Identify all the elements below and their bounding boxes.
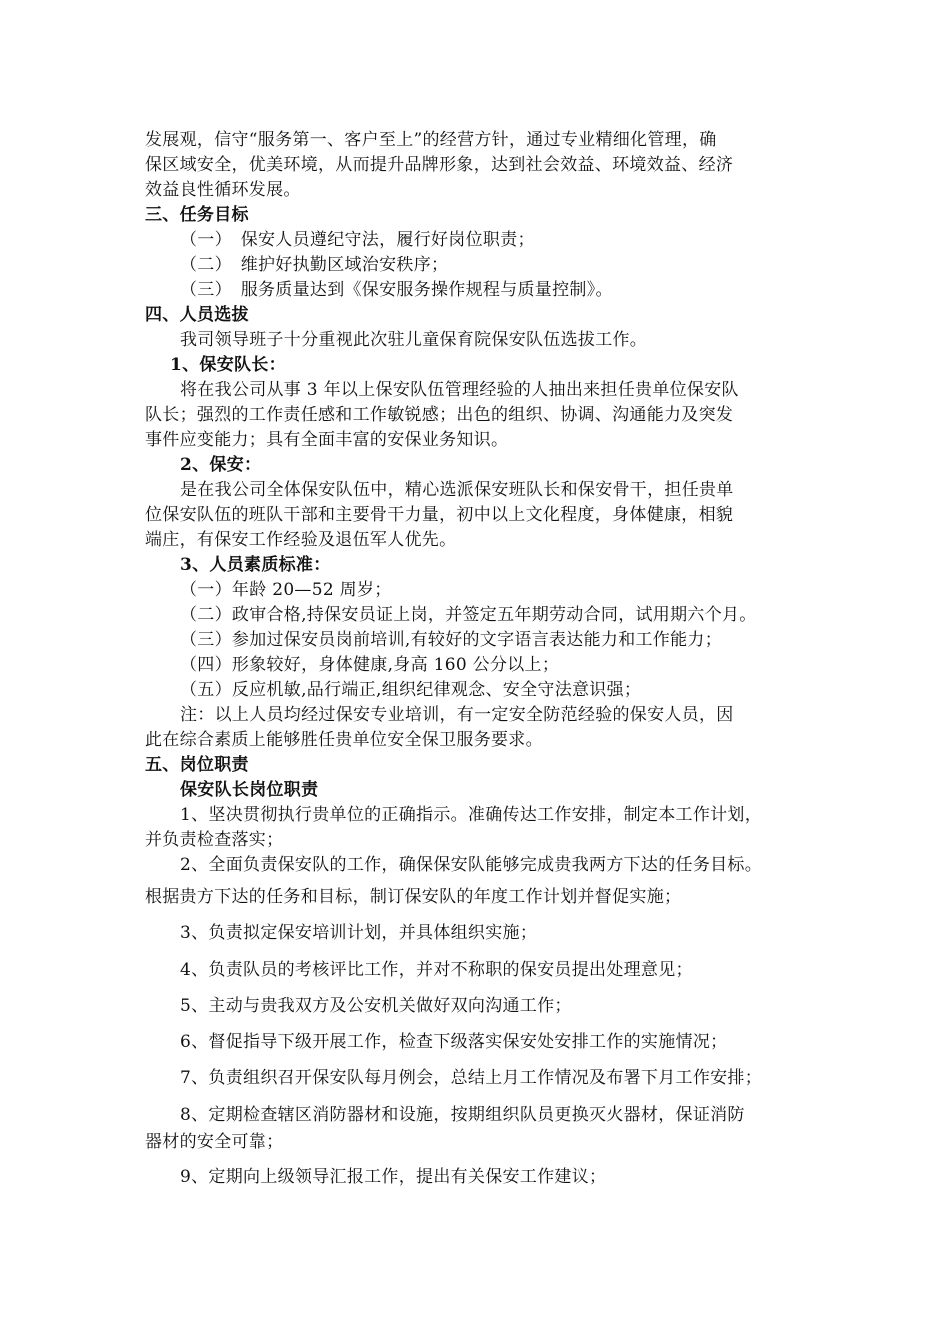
list-item: （四）形象较好，身体健康,身高 160 公分以上； [180, 655, 560, 675]
section-heading: 三、任务目标 [145, 205, 249, 225]
list-item: （三）参加过保安员岗前培训,有较好的文字语言表达能力和工作能力； [180, 630, 723, 650]
duty-item: 3、负责拟定保安培训计划，并具体组织实施； [180, 923, 538, 943]
list-item: （一） 保安人员遵纪守法，履行好岗位职责； [180, 230, 535, 250]
list-item: （一）年龄 20—52 周岁； [180, 580, 392, 600]
list-item: （三） 服务质量达到《保安服务操作规程与质量控制》。 [180, 280, 613, 300]
body-text-line: 我司领导班子十分重视此次驻儿童保育院保安队伍选拔工作。 [180, 330, 648, 350]
note-text-line: 注：以上人员均经过保安专业培训，有一定安全防范经验的保安人员，因 [180, 705, 734, 725]
body-text-line: 端庄，有保安工作经验及退伍军人优先。 [145, 530, 457, 550]
duty-item: 并负责检查落实； [145, 830, 284, 850]
duty-item: 4、负责队员的考核评比工作，并对不称职的保安员提出处理意见； [180, 960, 693, 980]
list-item: （二） 维护好执勤区域治安秩序； [180, 255, 449, 275]
list-item: （五）反应机敏,品行端正,组织纪律观念、安全守法意识强； [180, 680, 642, 700]
body-text-line: 队长；强烈的工作责任感和工作敏锐感；出色的组织、协调、沟通能力及突发 [145, 405, 734, 425]
duty-item: 6、督促指导下级开展工作，检查下级落实保安处安排工作的实施情况； [180, 1032, 728, 1052]
duty-item: 9、定期向上级领导汇报工作，提出有关保安工作建议； [180, 1167, 607, 1187]
section-heading: 五、岗位职责 [145, 755, 249, 775]
duty-item: 1、坚决贯彻执行贵单位的正确指示。准确传达工作安排，制定本工作计划， [180, 805, 763, 825]
list-item: （二）政审合格,持保安员证上岗，并签定五年期劳动合同，试用期六个月。 [180, 605, 757, 625]
duty-item: 2、全面负责保安队的工作，确保保安队能够完成贵我两方下达的任务目标。 [180, 855, 763, 875]
duty-item: 器材的安全可靠； [145, 1132, 284, 1152]
sub-heading: 3、人员素质标准： [180, 555, 331, 575]
sub-heading: 1、保安队长： [170, 355, 286, 375]
sub-heading: 2、保安： [180, 455, 262, 475]
body-text-line: 保区域安全，优美环境，从而提升品牌形象，达到社会效益、环境效益、经济 [145, 155, 734, 175]
body-text-line: 位保安队伍的班队干部和主要骨干力量，初中以上文化程度，身体健康，相貌 [145, 505, 734, 525]
sub-heading: 保安队长岗位职责 [180, 780, 319, 800]
duty-item: 8、定期检查辖区消防器材和设施，按期组织队员更换灭火器材，保证消防 [180, 1105, 745, 1125]
body-text-line: 是在我公司全体保安队伍中，精心选派保安班队长和保安骨干，担任贵单 [180, 480, 734, 500]
body-text-line: 发展观，信守“服务第一、客户至上”的经营方针，通过专业精细化管理，确 [145, 130, 717, 150]
duty-item: 7、负责组织召开保安队每月例会，总结上月工作情况及布署下月工作安排； [180, 1068, 763, 1088]
body-text-line: 事件应变能力；具有全面丰富的安保业务知识。 [145, 430, 509, 450]
note-text-line: 此在综合素质上能够胜任贵单位安全保卫服务要求。 [145, 730, 543, 750]
section-heading: 四、人员选拔 [145, 305, 249, 325]
duty-item: 5、主动与贵我双方及公安机关做好双向沟通工作； [180, 996, 572, 1016]
duty-item: 根据贵方下达的任务和目标，制订保安队的年度工作计划并督促实施； [145, 887, 682, 907]
body-text-line: 将在我公司从事 3 年以上保安队伍管理经验的人抽出来担任贵单位保安队 [180, 380, 739, 400]
body-text-line: 效益良性循环发展。 [145, 180, 301, 200]
